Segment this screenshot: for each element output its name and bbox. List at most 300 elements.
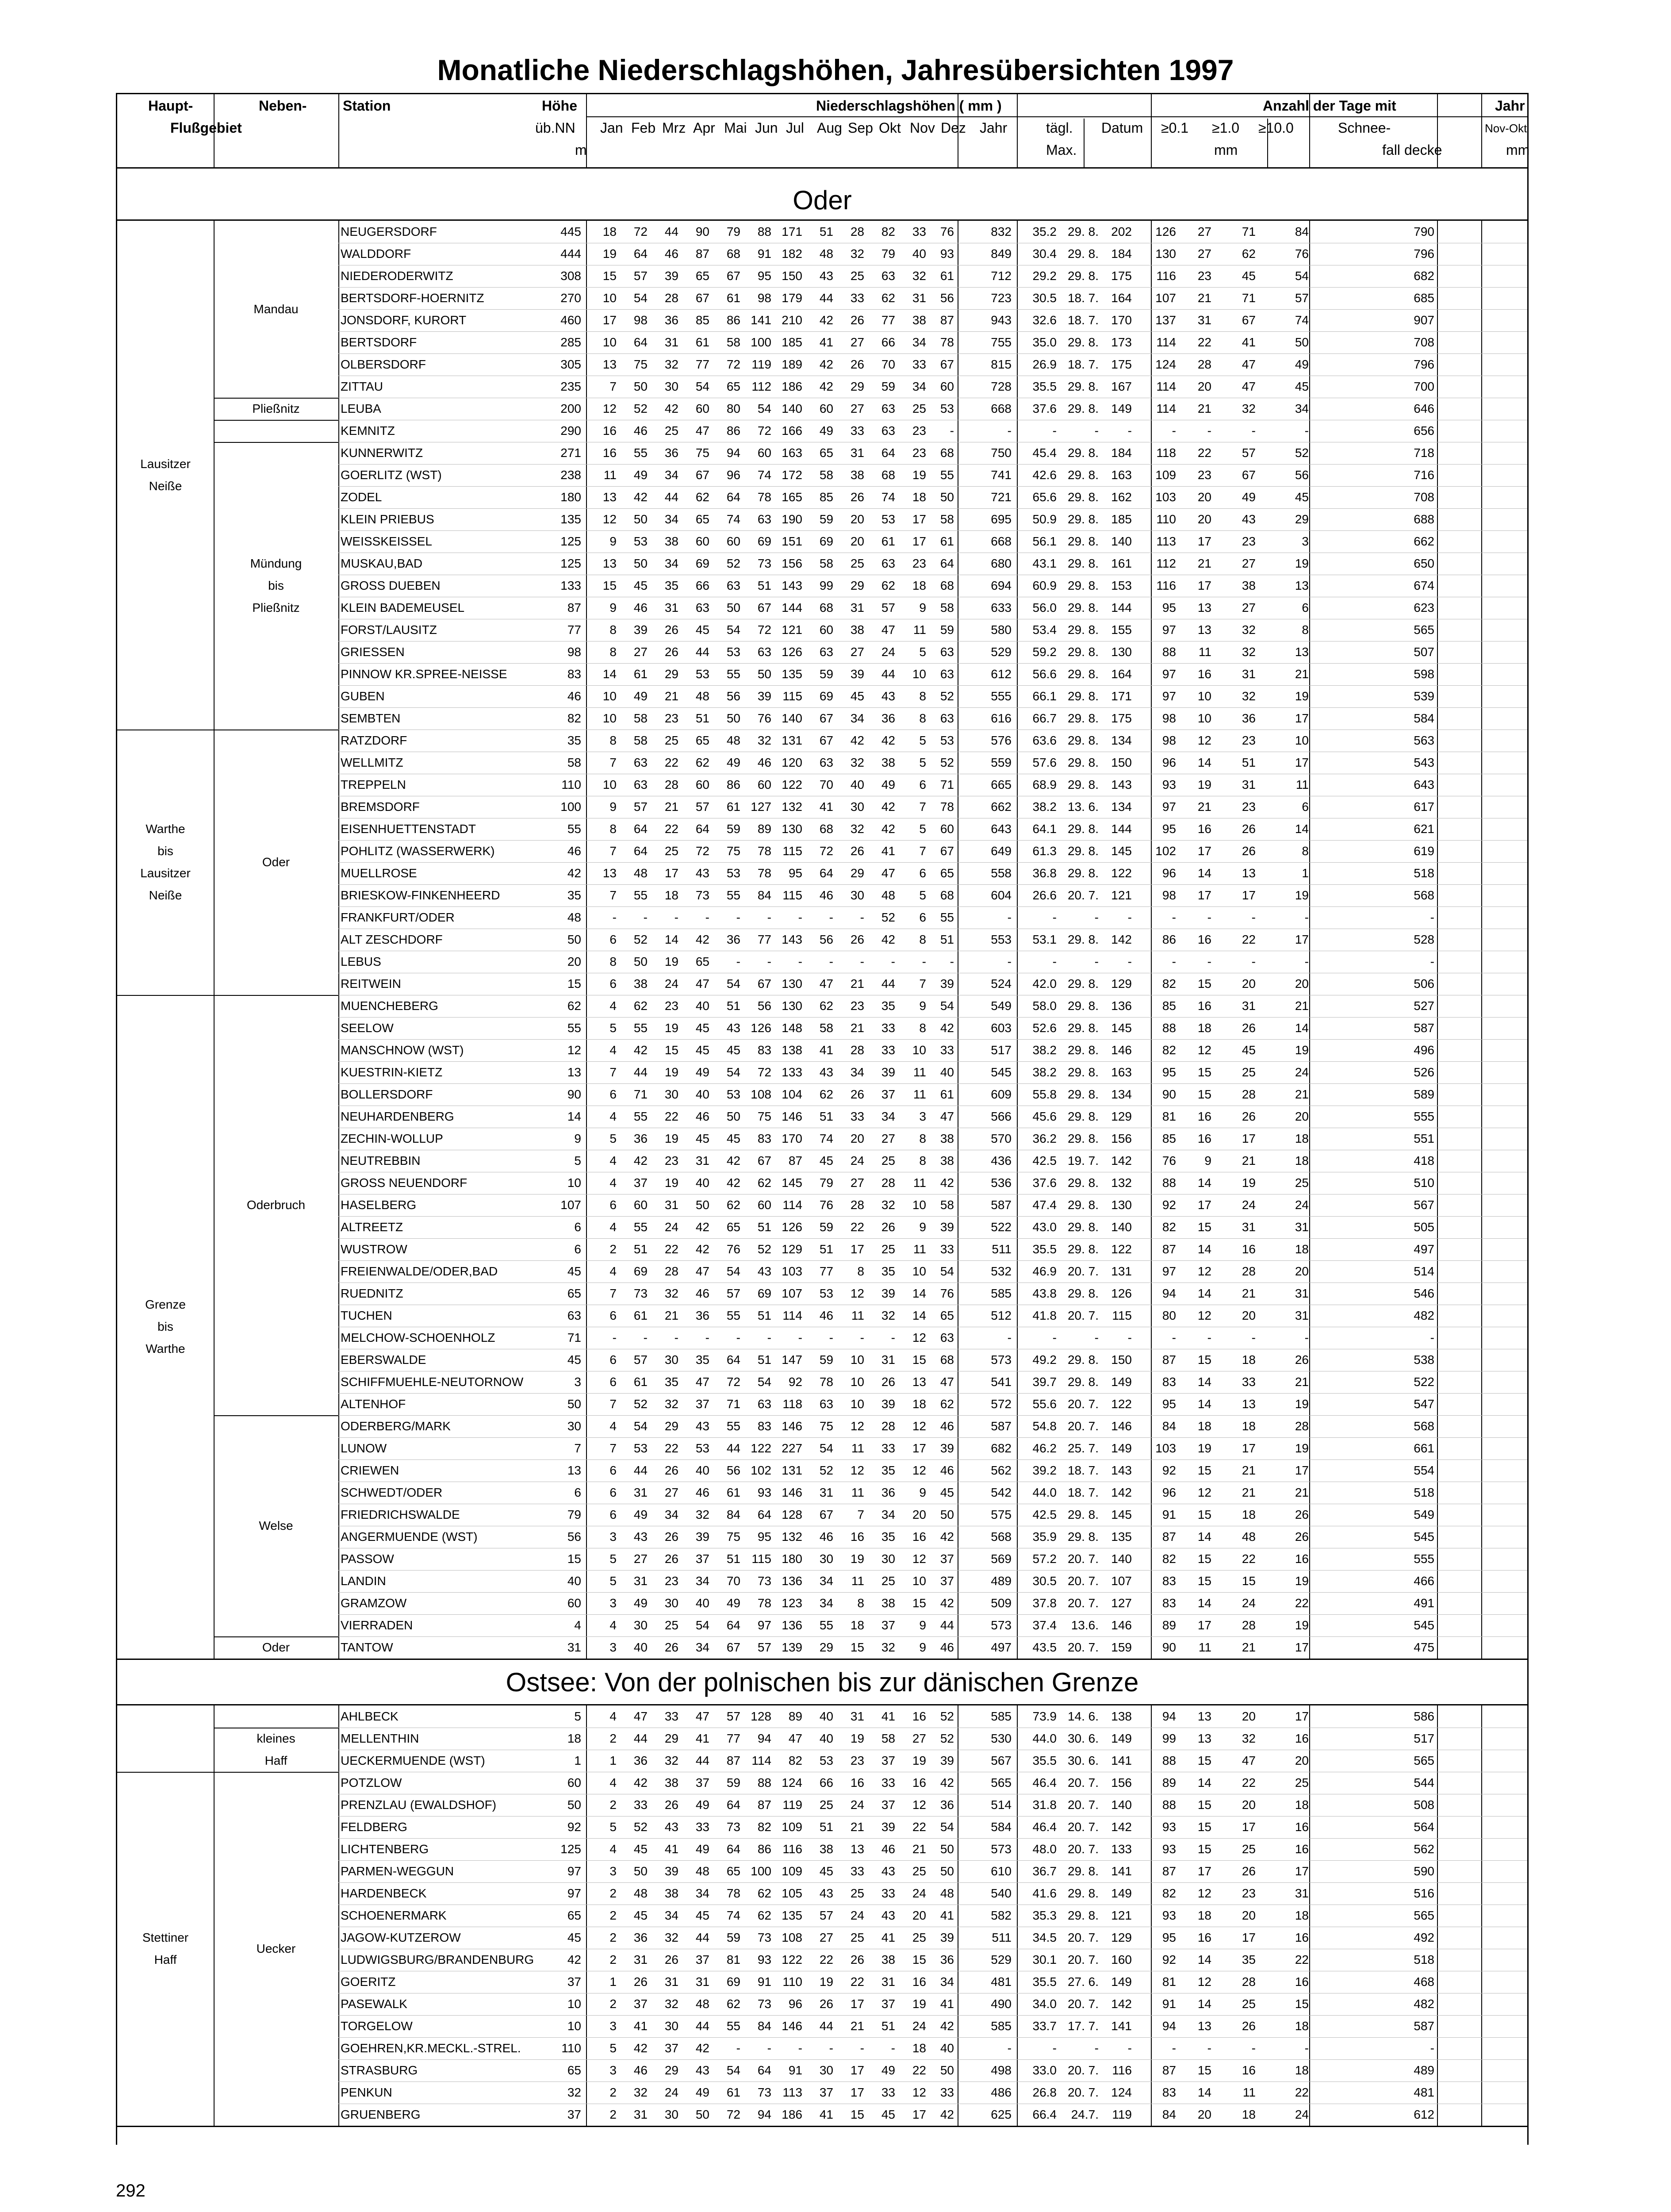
table-cell: 8 [919,711,926,725]
table-cell: 94 [757,2108,771,2121]
table-cell: 31 [881,1975,895,1989]
table-cell: 29 [850,380,864,393]
table-cell: 489 [991,1574,1012,1588]
table-cell: - [1052,424,1057,438]
table-cell: 55 [633,446,648,460]
table-cell: 190 [782,512,802,526]
table-cell: 16 [1295,1975,1309,1989]
table-cell: 23 [1242,534,1256,548]
table-cell: 13 [1295,579,1309,592]
table-cell: 29. 8. [1067,335,1099,349]
table-cell: 29 [664,667,678,681]
table-cell: 718 [1414,446,1434,460]
table-cell: 708 [1414,335,1434,349]
table-cell: 51 [940,933,954,946]
table-row [117,663,1527,685]
table-cell: 61 [940,269,954,283]
table-cell: 565 [991,1776,1012,1790]
table-cell: 45 [1295,490,1309,504]
station-name: JONSDORF, KURORT [341,313,467,327]
table-cell: 15 [1197,977,1211,991]
table-cell: 56.6 [1032,667,1057,681]
table-cell: 16 [1295,1842,1309,1856]
table-cell: 56 [726,689,740,703]
table-cell: 43 [819,1065,833,1079]
table-cell: 540 [991,1886,1012,1900]
table-cell: 61 [695,335,709,349]
table-cell: 36 [940,1953,954,1966]
table-cell: 56 [757,999,771,1013]
table-cell: 60 [695,778,709,791]
table-cell: 665 [991,778,1012,791]
table-cell: 57 [726,1709,740,1723]
table-cell: 20 [850,1132,864,1145]
table-cell: 46.4 [1032,1776,1057,1790]
table-cell: 9 [919,1618,926,1632]
table-cell: 24 [912,2019,926,2033]
table-cell: 32 [1242,1732,1256,1745]
table-cell: 60 [695,534,709,548]
table-cell: 14 [602,667,617,681]
table-cell: 19 [664,1021,678,1035]
station-name: POHLITZ (WASSERWERK) [341,844,495,858]
table-cell: 92 [1162,1463,1176,1477]
table-cell: 10 [1295,733,1309,747]
table-row [117,331,1527,353]
table-cell: 83 [757,1132,771,1145]
station-name: BERTSDORF-HOERNITZ [341,291,484,305]
table-cell: 570 [991,1132,1012,1145]
table-cell: 50 [633,955,648,968]
table-cell: 514 [991,1798,1012,1812]
table-cell: - [674,1331,678,1344]
table-row [117,906,1527,929]
table-cell: 31 [850,601,864,614]
table-cell: 8 [857,1264,864,1278]
table-cell: 171 [1111,689,1132,703]
table-cell: 44 [881,977,895,991]
table-row [117,1526,1527,1548]
table-cell: 32 [1242,689,1256,703]
table-cell: 149 [1111,1975,1132,1989]
table-cell: 23 [1197,468,1211,482]
table-cell: 20. 7. [1067,1419,1099,1433]
table-cell: - [950,955,954,968]
table-cell: 72 [726,2108,740,2121]
table-cell: 59 [819,1353,833,1367]
table-cell: 13 [1197,601,1211,614]
header-mm2: mm [1506,142,1530,158]
table-cell: 27. 6. [1067,1975,1099,1989]
table-cell: 516 [1414,1886,1434,1900]
table-cell: 10 [602,335,617,349]
table-cell: 12 [602,512,617,526]
table-cell: 22 [1197,446,1211,460]
table-cell: 10 [912,667,926,681]
table-cell: 35.3 [1032,1909,1057,1922]
table-cell: 49 [633,689,648,703]
table-row [117,1548,1527,1570]
table-cell: 5 [919,733,926,747]
table-cell: 11 [913,1065,926,1079]
table-cell: 63 [757,512,771,526]
table-cell: 511 [992,1242,1012,1256]
table-cell: 22 [664,1242,678,1256]
table-cell: 512 [991,1309,1012,1322]
table-cell: 13 [567,1065,581,1079]
table-cell: 132 [1111,1176,1132,1190]
table-cell: 38 [819,1842,833,1856]
table-cell: 6 [609,933,617,946]
table-cell: - [1207,2041,1211,2055]
header-fall: fall [1382,142,1400,158]
table-cell: 28 [664,778,678,791]
table-row [117,353,1527,376]
table-cell: 285 [560,335,581,349]
table-cell: 16 [1295,1931,1309,1944]
table-cell: 38 [881,1596,895,1610]
table-cell: 9 [919,601,926,614]
station-name: PASSOW [341,1552,394,1566]
table-cell: - [1052,1331,1057,1344]
table-cell: 907 [1414,313,1434,327]
table-cell: 33 [695,1820,709,1834]
table-cell: 39 [881,1286,895,1300]
table-cell: 72 [757,623,771,637]
table-cell: 78 [819,1375,833,1389]
table-row [117,1971,1527,1993]
table-cell: 25 [1242,1997,1256,2011]
table-cell: 15 [1197,1842,1211,1856]
table-cell: 69 [819,534,833,548]
table-row [117,2081,1527,2104]
table-cell: 42 [940,2019,954,2033]
table-cell: 29. 8. [1067,380,1099,393]
table-cell: 82 [567,711,581,725]
table-cell: 10 [602,778,617,791]
table-row [117,1705,1527,1728]
table-cell: 14 [1197,1375,1211,1389]
table-cell: 36 [726,933,740,946]
header-month: Aug [817,120,842,136]
table-cell: - [1094,955,1099,968]
table-cell: 69 [757,534,771,548]
table-cell: 146 [782,1486,802,1499]
table-cell: 62 [819,1087,833,1101]
table-cell: 31 [1295,1286,1309,1300]
table-cell: - [1052,910,1057,924]
table-cell: 57 [1295,291,1309,305]
table-cell: 121 [1111,888,1132,902]
table-cell: 87 [940,313,954,327]
table-cell: 24 [850,1798,864,1812]
table-row [117,1172,1527,1194]
table-cell: 58 [940,1198,954,1212]
table-cell: 72 [726,1375,740,1389]
table-cell: 3 [609,1640,617,1654]
table-cell: 41 [633,2019,648,2033]
table-cell: 210 [782,313,802,327]
table-cell: 13 [912,1375,926,1389]
table-cell: 49 [1242,490,1256,504]
table-cell: 119 [751,357,771,371]
table-cell: 4 [609,1618,617,1632]
table-cell: 53 [633,1441,648,1455]
table-cell: 144 [1111,601,1132,614]
table-cell: 64 [633,844,648,858]
table-cell: 39 [940,1754,954,1767]
table-cell: 84 [1295,225,1309,238]
table-cell: 12 [567,1043,581,1057]
table-cell: 15 [1197,1463,1211,1477]
table-cell: 547 [1414,1397,1434,1411]
table-cell: 2 [609,1798,617,1812]
table-row [117,1283,1527,1305]
table-cell: 67 [1242,313,1256,327]
table-cell: 270 [560,291,581,305]
table-cell: 98 [757,291,771,305]
table-cell: 29. 8. [1067,711,1099,725]
table-cell: 49 [819,424,833,438]
table-cell: 20. 7. [1067,1640,1099,1654]
table-cell: 10 [602,711,617,725]
table-cell: 80 [1162,1309,1176,1322]
table-cell: 19 [912,468,926,482]
table-row [117,995,1527,1017]
table-cell: 12 [1197,1309,1211,1322]
table-cell: 10 [602,689,617,703]
table-cell: 35 [881,1530,895,1544]
table-cell: 60 [757,778,771,791]
table-cell: 15 [567,977,581,991]
table-cell: 10 [567,1176,581,1190]
table-cell: 47 [633,1709,648,1723]
table-cell: 100 [751,335,771,349]
table-row [117,1459,1527,1482]
table-cell: 23 [850,999,864,1013]
table-cell: 64 [757,2063,771,2077]
table-cell: - [1304,955,1309,968]
table-cell: 17 [1197,1618,1211,1632]
table-cell: - [736,955,740,968]
table-row [117,243,1527,265]
table-cell: 721 [991,490,1012,504]
table-cell: 14 [1197,1776,1211,1790]
table-cell: 31 [567,1640,581,1654]
table-cell: - [736,2041,740,2055]
table-cell: 682 [1414,269,1434,283]
table-cell: 17 [1295,711,1309,725]
table-cell: 31 [633,2108,648,2121]
table-cell: 32 [664,1997,678,2011]
table-cell: 31 [633,1486,648,1499]
station-name: ANGERMUENDE (WST) [341,1530,478,1544]
table-cell: 14 [912,1309,926,1322]
table-cell: 19 [912,1754,926,1767]
table-cell: 88 [757,1776,771,1790]
table-cell: 95 [1162,1397,1176,1411]
table-cell: 16 [602,446,617,460]
station-name: GOEHREN,KR.MECKL.-STREL. [341,2041,521,2055]
station-name: MUENCHEBERG [341,999,438,1013]
table-cell: 50 [567,933,581,946]
table-cell: 23 [1197,269,1211,283]
table-cell: 42 [881,933,895,946]
table-cell: 29. 8. [1067,756,1099,769]
table-cell: 20 [1242,1798,1256,1812]
table-cell: 16 [1197,999,1211,1013]
station-name: ALTREETZ [341,1220,403,1234]
table-row [117,1838,1527,1860]
table-cell: 39 [757,689,771,703]
table-cell: 87 [757,1798,771,1812]
table-cell: 87 [726,1754,740,1767]
table-cell: 9 [919,1640,926,1654]
table-cell: 45 [567,1264,581,1278]
station-name: EISENHUETTENSTADT [341,822,476,836]
table-cell: 82 [1162,977,1176,991]
table-cell: 29. 8. [1067,1375,1099,1389]
table-cell: 545 [991,1065,1012,1079]
table-cell: - [1304,1331,1309,1344]
table-cell: 80 [726,402,740,415]
table-cell: 57 [695,800,709,814]
table-cell: 22 [912,2063,926,2077]
table-cell: 17. 7. [1067,2019,1099,2033]
table-cell: 227 [782,1441,802,1455]
table-cell: - [1052,2041,1057,2055]
table-cell: 29. 8. [1067,933,1099,946]
table-cell: 40 [695,999,709,1013]
table-cell: 54 [726,1065,740,1079]
table-cell: 62 [881,579,895,592]
table-cell: 46 [664,247,678,261]
table-cell: 125 [560,1842,581,1856]
table-cell: 138 [782,1043,802,1057]
table-cell: 572 [991,1397,1012,1411]
station-name: FELDBERG [341,1820,407,1834]
table-cell: 86 [757,1842,771,1856]
table-cell: 29. 8. [1067,247,1099,261]
table-cell: 114 [1156,380,1176,393]
table-cell: 17 [912,534,926,548]
table-cell: 136 [782,1618,802,1632]
table-cell: 127 [1111,1596,1132,1610]
table-cell: 39.7 [1032,1375,1057,1389]
table-cell: 48 [633,866,648,880]
table-cell: 115 [782,888,802,902]
table-cell: 150 [1111,1353,1132,1367]
table-cell: 26 [819,1997,833,2011]
table-cell: 22 [1295,1596,1309,1610]
table-cell: 65 [567,2063,581,2077]
table-cell: - [1127,1331,1132,1344]
table-cell: 750 [991,446,1012,460]
table-cell: 97 [1162,623,1176,637]
table-cell: 67 [757,1154,771,1167]
header-month: Jul [786,120,804,136]
table-cell: 486 [991,2085,1012,2099]
table-cell: 18 [1295,1909,1309,1922]
table-cell: 517 [1414,1732,1434,1745]
table-cell: 95 [757,269,771,283]
table-row [117,774,1527,796]
table-cell: 14 [1197,866,1211,880]
table-cell: 55 [567,1021,581,1035]
table-cell: 71 [567,1331,581,1344]
table-cell: 20 [567,955,581,968]
table-cell: 12 [912,1331,926,1344]
table-cell: 5 [609,1021,617,1035]
table-cell: 11 [913,623,926,637]
table-cell: 126 [1155,225,1176,238]
table-cell: 649 [991,844,1012,858]
table-cell: 29. 8. [1067,269,1099,283]
table-cell: 19 [1197,778,1211,791]
table-cell: 66 [819,1776,833,1790]
table-cell: 51 [819,1110,833,1123]
table-cell: 60 [819,402,833,415]
table-cell: 30 [850,888,864,902]
table-row [117,2015,1527,2037]
table-cell: 20 [912,1508,926,1521]
table-cell: 92 [1162,1953,1176,1966]
table-cell: 8 [919,1021,926,1035]
table-cell: - [1172,910,1176,924]
table-cell: 42 [881,822,895,836]
table-cell: 61 [940,1087,954,1101]
table-cell: 6 [574,1220,581,1234]
table-cell: 12 [1197,1043,1211,1057]
table-cell: 65 [726,1864,740,1878]
table-row [117,1039,1527,1061]
table-cell: 32 [664,357,678,371]
table-cell: 514 [1414,1264,1434,1278]
table-cell: 584 [1414,711,1434,725]
table-cell: 93 [1162,1909,1176,1922]
table-row [117,752,1527,774]
table-cell: 16 [912,1709,926,1723]
table-cell: 37.8 [1032,1596,1057,1610]
table-cell: 131 [782,733,802,747]
table-row [117,1017,1527,1039]
table-cell: 68 [819,601,833,614]
table-cell: 20 [1197,2108,1211,2121]
table-cell: 156 [782,557,802,570]
table-row [117,1327,1527,1349]
table-cell: 56 [726,1463,740,1477]
table-cell: 63 [881,269,895,283]
table-cell: 28 [881,1176,895,1190]
table-cell: 8 [1302,844,1309,858]
table-cell: 50.9 [1032,512,1057,526]
table-cell: 132 [782,800,802,814]
table-cell: 55 [633,1220,648,1234]
table-cell: 37 [633,1176,648,1190]
table-row [117,1371,1527,1393]
table-cell: 67 [1242,468,1256,482]
table-cell: 82 [757,1820,771,1834]
page-number: 292 [116,2181,146,2200]
table-row [117,1415,1527,1437]
table-cell: 4 [609,1842,617,1856]
table-cell: 29 [819,1640,833,1654]
table-cell: 15 [1295,1997,1309,2011]
table-cell: 30 [819,2063,833,2077]
table-cell: 55 [633,888,648,902]
table-cell: 509 [991,1596,1012,1610]
table-cell: 6 [609,1486,617,1499]
